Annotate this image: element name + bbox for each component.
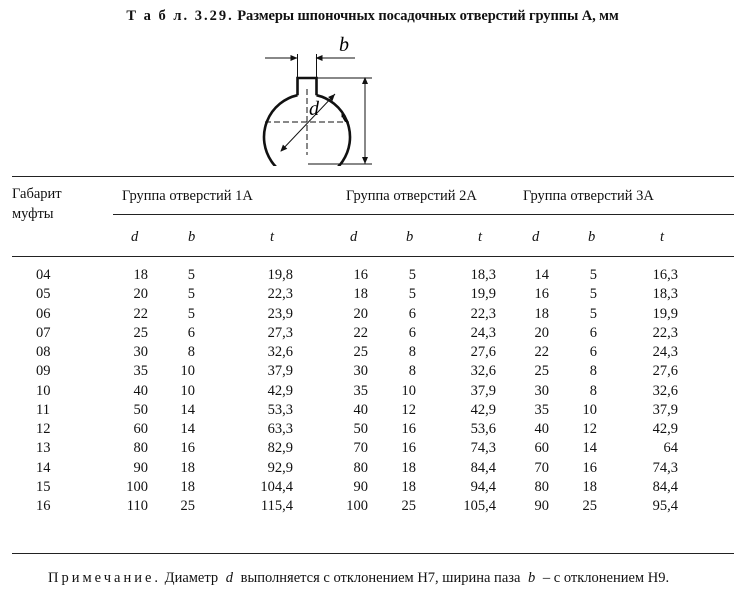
table-row [0,363,745,382]
cell-t-3a: 18,3 [652,286,678,303]
table-row [0,383,745,402]
cell-d-2a: 25 [353,344,368,360]
cell-b-1a: 8 [187,344,195,360]
cell-d-1a: 25 [133,324,148,341]
cell-b-1a: 18 [180,478,195,495]
table-row [0,421,745,440]
cell-d-1a: 110 [126,498,148,514]
cell-d-2a: 18 [353,286,368,303]
cell-b-1a: 10 [180,382,195,399]
cell-t-2a: 19,9 [470,286,496,303]
cell-t-2a: 27,6 [470,344,496,360]
cell-t-3a: 24,3 [652,344,678,360]
cell-t-3a: 19,9 [652,305,678,322]
cell-t-3a: 37,9 [652,401,678,418]
cell-b-2a: 10 [401,382,416,399]
cell-b-3a: 8 [589,363,597,380]
table-row [0,460,745,479]
cell-t-2a: 105,4 [463,498,496,514]
cell-t-3a: 95,4 [652,498,678,514]
cell-t-1a: 32,6 [267,344,293,360]
cell-b-2a: 18 [401,459,416,476]
cell-b-2a: 12 [401,401,416,418]
table-body [0,267,745,517]
cell-size: 07 [36,324,51,341]
cell-d-3a: 18 [534,305,549,322]
cell-b-3a: 5 [589,305,597,322]
cell-size: 12 [36,421,51,437]
cell-t-3a: 22,3 [652,324,678,341]
cell-size: 16 [36,498,51,514]
cell-b-2a: 5 [408,267,416,283]
cell-t-2a: 24,3 [470,324,496,341]
cell-size: 10 [36,382,51,399]
cell-b-3a: 10 [582,401,597,418]
cell-t-1a: 37,9 [267,363,293,380]
table-row [0,286,745,305]
cell-d-2a: 35 [353,382,368,399]
cell-t-2a: 84,4 [470,459,496,476]
cell-b-1a: 6 [187,324,195,341]
cell-d-2a: 20 [353,305,368,322]
cell-d-2a: 100 [346,498,368,514]
note-var-b: b [528,570,536,586]
cell-t-1a: 27,3 [267,324,293,341]
cell-b-1a: 18 [180,459,195,476]
cell-t-1a: 82,9 [267,440,293,457]
cell-d-1a: 30 [133,344,148,360]
cell-b-1a: 16 [180,440,195,457]
cell-d-3a: 30 [534,382,549,399]
cell-d-1a: 22 [133,305,148,322]
cell-size: 14 [36,459,51,476]
cell-size: 06 [36,305,51,322]
cell-size: 05 [36,286,51,303]
cell-d-3a: 60 [534,440,549,457]
cell-b-3a: 8 [589,382,597,399]
cell-size: 09 [36,363,51,380]
cell-t-1a: 23,9 [267,305,293,322]
table-row [0,306,745,325]
cell-b-1a: 10 [180,363,195,380]
cell-b-2a: 25 [401,498,416,514]
cell-d-1a: 80 [133,440,148,457]
cell-b-2a: 5 [408,286,416,303]
cell-d-2a: 50 [353,421,368,437]
cell-size: 11 [36,401,50,418]
cell-d-3a: 40 [534,421,549,437]
table-row [0,498,745,517]
table-row [0,325,745,344]
header-group-2a: Группа отверстий 2А [346,188,477,204]
cell-t-3a: 84,4 [652,478,678,495]
header-first-col [12,184,62,224]
cell-b-1a: 14 [180,401,195,418]
note-lead: Примечание. [48,570,162,586]
cell-t-3a: 74,3 [652,459,678,476]
cell-d-2a: 40 [353,401,368,418]
cell-d-3a: 35 [534,401,549,418]
cell-t-2a: 22,3 [470,305,496,322]
cell-b-1a: 25 [180,498,195,514]
cell-d-1a: 100 [126,478,148,495]
subheader-d-1a: d [131,229,139,245]
cell-b-3a: 5 [589,286,597,303]
subheader-b-2a: b [406,229,414,245]
cell-b-1a: 5 [187,305,195,322]
group-underline [113,214,734,215]
table-row [0,479,745,498]
cell-b-2a: 18 [401,478,416,495]
table-title: Размеры шпоночных посадочных отверстий группы А, мм [237,8,619,24]
cell-size: 13 [36,440,51,457]
cell-d-3a: 90 [534,498,549,514]
table-row [0,440,745,459]
cell-b-1a: 5 [187,267,195,283]
subheader-d-3a: d [532,229,540,245]
cell-b-2a: 6 [408,305,416,322]
cell-d-3a: 16 [534,286,549,303]
cell-b-2a: 16 [401,421,416,437]
header-first-col-line2: муфты [12,206,54,222]
cell-b-2a: 6 [408,324,416,341]
table-row [0,267,745,286]
header-bottom-rule [12,256,734,257]
cell-d-2a: 90 [353,478,368,495]
cell-b-3a: 16 [582,459,597,476]
cell-d-2a: 30 [353,363,368,380]
cell-t-3a: 42,9 [652,421,678,437]
cell-d-2a: 80 [353,459,368,476]
cell-t-3a: 64 [663,440,678,457]
cell-d-3a: 14 [534,267,549,283]
label-t: t [336,110,351,127]
label-b: b [339,34,349,56]
cell-t-1a: 63,3 [267,421,293,437]
table-row [0,402,745,421]
cell-b-1a: 5 [187,286,195,303]
cell-d-3a: 70 [534,459,549,476]
note-text-1: Диаметр [164,570,219,586]
table-number: Т а б л. 3.29. [126,8,234,24]
cell-b-3a: 5 [589,267,597,283]
table-top-rule [12,176,734,177]
label-d: d [309,98,319,120]
cell-b-3a: 6 [589,344,597,360]
cell-t-1a: 53,3 [267,401,293,418]
cell-b-3a: 18 [582,478,597,495]
header-first-col-line1: Габарит [12,186,62,202]
cell-t-2a: 37,9 [470,382,496,399]
cell-b-1a: 14 [180,421,195,437]
cell-t-2a: 74,3 [470,440,496,457]
cell-t-1a: 115,4 [260,498,293,514]
cell-d-1a: 60 [133,421,148,437]
note-text-2: выполняется с отклонением Н7, ширина паза [240,570,521,586]
cell-b-3a: 12 [582,421,597,437]
cell-b-2a: 16 [401,440,416,457]
cell-d-1a: 18 [133,267,148,283]
cell-t-1a: 19,8 [267,267,293,283]
cell-d-3a: 80 [534,478,549,495]
cell-d-2a: 22 [353,324,368,341]
note-var-d: d [225,570,234,586]
cell-d-3a: 25 [534,363,549,380]
cell-d-2a: 16 [353,267,368,283]
subheader-t-2a: t [478,229,483,245]
subheader-d-2a: d [350,229,358,245]
cell-t-1a: 104,4 [260,478,293,495]
cell-d-1a: 20 [133,286,148,303]
cell-d-1a: 40 [133,382,148,399]
header-group-1a: Группа отверстий 1А [122,188,253,204]
table-bottom-rule [12,553,734,554]
table-note [12,568,734,589]
cell-t-2a: 53,6 [470,421,496,437]
cell-t-2a: 42,9 [470,401,496,418]
cell-d-1a: 90 [133,459,148,476]
cell-t-1a: 42,9 [267,382,293,399]
cell-d-1a: 50 [133,401,148,418]
table-row [0,344,745,363]
cell-t-2a: 32,6 [470,363,496,380]
cell-b-3a: 14 [582,440,597,457]
cell-t-3a: 32,6 [652,382,678,399]
cell-d-2a: 70 [353,440,368,457]
cell-t-3a: 16,3 [652,267,678,283]
cell-t-2a: 94,4 [470,478,496,495]
cell-size: 08 [36,344,51,360]
cell-b-3a: 25 [582,498,597,514]
cell-d-1a: 35 [133,363,148,380]
cell-size: 15 [36,478,51,495]
header-group-3a: Группа отверстий 3А [523,188,654,204]
keyway-diagram [255,34,395,166]
cell-d-3a: 20 [534,324,549,341]
cell-b-2a: 8 [408,344,416,360]
subheader-t-3a: t [660,229,665,245]
cell-b-3a: 6 [589,324,597,341]
table-caption [0,8,745,25]
cell-d-3a: 22 [534,344,549,360]
subheader-b-1a: b [188,229,196,245]
note-text-3: – с отклонением Н9. [542,570,670,586]
cell-t-1a: 92,9 [267,459,293,476]
subheader-t-1a: t [270,229,275,245]
cell-t-2a: 18,3 [470,267,496,283]
subheader-b-3a: b [588,229,596,245]
cell-b-2a: 8 [408,363,416,380]
cell-size: 04 [36,267,51,283]
cell-t-1a: 22,3 [267,286,293,303]
cell-t-3a: 27,6 [652,363,678,380]
